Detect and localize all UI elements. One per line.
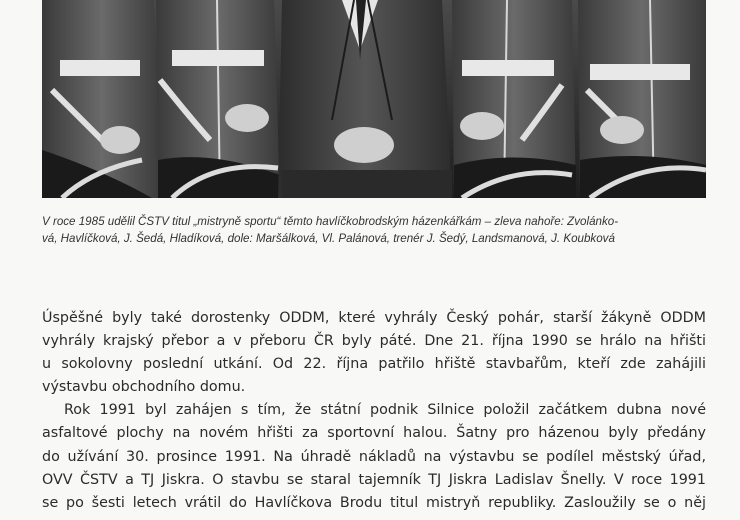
- text-line: asfaltové plochy na novém hřišti za sportovní halou. Šatny pro házenou byly předány: [42, 425, 706, 442]
- photo-caption: [42, 213, 712, 247]
- text-line: OVV ČSTV a TJ Jiskra. O stavbu se staral tajemník TJ Jiskra Ladislav Šnelly. V roce 1991: [42, 471, 706, 488]
- team-photograph: [42, 0, 706, 198]
- person-4: [452, 0, 576, 198]
- text-line: vyhrály krajský přebor a v přeboru ČR byly páté. Dne 21. října 1990 se hrálo na hřišti: [42, 333, 706, 350]
- text-line: Úspěšné byly také dorostenky ODDM, které vyhrály Český pohár, starší žákyně ODDM: [42, 310, 706, 326]
- person-1: [42, 0, 162, 198]
- text-line: u sokolovny poslední utkání. Od 22. října patřilo hřiště stavbařům, kteří zde zahájili: [42, 356, 706, 373]
- caption-line: V roce 1985 udělil ČSTV titul „mistryně sportu“ těmto havlíčkobrodským házenkářkám – zleva nahoře: Zvolánko-: [42, 215, 619, 228]
- text-line: výstavbu obchodního domu.: [42, 379, 246, 396]
- paragraph-1: [42, 307, 706, 399]
- text-line: se po šesti letech vrátil do Havlíčkova Brodu titul mistryň republiky. Zasloužily se o něj: [42, 494, 706, 511]
- person-5: [578, 0, 706, 198]
- text-line: Rok 1991 byl zahájen s tím, že státní podnik Silnice položil začátkem dubna nové: [64, 402, 706, 419]
- caption-line: vá, Havlíčková, J. Šedá, Hladíková, dole: Maršálková, Vl. Palánová, trenér J. Šedý, Landsmanová, J. Koubková: [42, 232, 615, 245]
- text-line: do užívání 30. prosince 1991. Na úhradě nákladů na výstavbu se podílel městský úřad,: [42, 448, 706, 465]
- person-2: [156, 0, 280, 198]
- body-text: [42, 307, 706, 515]
- person-coach: [278, 0, 452, 198]
- paragraph-2: [42, 399, 706, 514]
